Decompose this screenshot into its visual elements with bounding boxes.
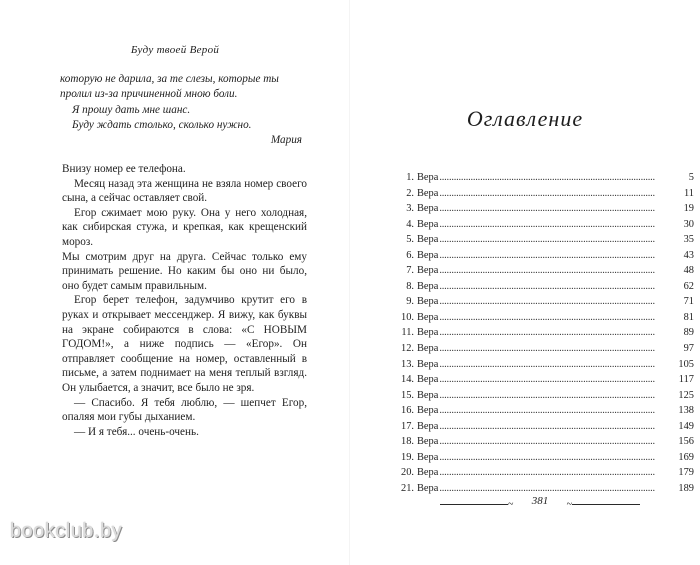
toc-entry-title: Вера — [417, 265, 439, 277]
toc-entry-title: Вера — [417, 467, 439, 479]
toc-entry-number: 11. — [401, 327, 414, 339]
letter-line: Буду ждать столько, сколько нужно. — [72, 118, 252, 131]
running-head: Буду твоей Верой — [130, 44, 220, 56]
toc-entry-number: 21. — [401, 482, 414, 494]
toc-entry-title: Вера — [417, 296, 439, 308]
letter-line: которую не дарила, за те слезы, которые ты — [60, 73, 279, 85]
toc-entry-page: 43 — [683, 249, 694, 261]
toc-entry-title: Вера — [417, 405, 439, 417]
toc-entry — [396, 465, 694, 481]
toc-entry — [396, 248, 694, 264]
toc-entry-page: 11 — [683, 187, 694, 199]
toc-entry-title: Вера — [417, 234, 439, 246]
letter-line: пролил из-за причиненной мною боли. — [60, 88, 238, 101]
toc-leader-dots — [439, 201, 671, 217]
toc-entry — [396, 434, 694, 450]
page-number: 381 — [531, 495, 549, 507]
toc-entry-page: 35 — [683, 234, 694, 246]
toc-leader-dots — [439, 388, 671, 404]
toc-entry-page: 117 — [678, 374, 694, 386]
toc-entry — [396, 294, 694, 310]
toc-entry-number: 5. — [406, 234, 414, 246]
toc-entry-number: 13. — [401, 358, 414, 370]
toc-entry-number: 4. — [406, 218, 414, 230]
paragraph: Мы смотрим друг на друга. Сейчас только ему принимать решение. Но каким бы оно ни было, оно будет самым правильным. — [62, 250, 307, 292]
toc-leader-dots — [439, 450, 671, 466]
toc-title: Оглавление — [466, 106, 584, 131]
toc-entry-number: 19. — [401, 451, 414, 463]
toc-entry-number: 6. — [406, 249, 414, 261]
toc-entry — [396, 279, 694, 295]
toc-entry-page: 89 — [683, 327, 694, 339]
paragraph: Егор берет телефон, задумчиво крутит его в руках и открывает мессенджер. Я вижу, как буквы на экране собираются в слова: «С НОВЫМ ГОДОМ!», а ниже подпись — «Егор». Он отправляет сообщение на номер, оставленный в письме, а затем поднимает на меня теплый взгляд. Он улыбается, а значит, все было не зря. — [62, 294, 307, 394]
ornament-line-right — [572, 504, 640, 505]
toc-entry-title: Вера — [417, 389, 439, 401]
toc-entry-title: Вера — [417, 172, 439, 183]
toc-entry — [396, 450, 694, 466]
toc-entry-number: 1. — [406, 172, 414, 183]
toc-entry-page: 156 — [678, 436, 694, 448]
toc-entry-number: 10. — [401, 311, 414, 323]
page-number-ornament — [440, 495, 640, 515]
toc-entry-number: 20. — [401, 467, 414, 479]
body-text — [62, 162, 307, 439]
table-of-contents — [396, 170, 694, 496]
toc-entry — [396, 388, 694, 404]
toc-entry-page: 179 — [678, 467, 694, 479]
toc-entry-title: Вера — [417, 420, 439, 432]
paragraph: Внизу номер ее телефона. — [62, 163, 186, 175]
toc-entry — [396, 372, 694, 388]
toc-entry-title: Вера — [417, 187, 439, 199]
toc-entry — [396, 341, 694, 357]
toc-leader-dots — [439, 279, 671, 295]
paragraph: — И я тебя... очень-очень. — [74, 425, 199, 438]
toc-entry-page: 97 — [683, 343, 694, 355]
toc-entry-number: 18. — [401, 436, 414, 448]
toc-entry — [396, 217, 694, 233]
toc-entry-page: 71 — [683, 296, 694, 308]
toc-entry-title: Вера — [417, 203, 439, 215]
toc-entry-title: Вера — [417, 280, 439, 292]
ornament-curl-left: ~ — [508, 499, 514, 510]
ornament-curl-right: ~ — [566, 499, 572, 510]
toc-entry-title: Вера — [417, 451, 439, 463]
toc-entry — [396, 201, 694, 217]
toc-entry — [396, 170, 694, 186]
toc-leader-dots — [439, 325, 671, 341]
paragraph: Месяц назад эта женщина не взяла номер своего сына, а сейчас оставляет свой. — [62, 177, 307, 205]
toc-leader-dots — [439, 186, 671, 202]
toc-entry-page: 125 — [678, 389, 694, 401]
toc-leader-dots — [439, 419, 671, 435]
letter-excerpt — [60, 72, 300, 133]
toc-entry-page: 19 — [683, 203, 694, 215]
toc-entry — [396, 325, 694, 341]
toc-entry-title: Вера — [417, 374, 439, 386]
toc-entry-number: 8. — [406, 280, 414, 292]
toc-leader-dots — [439, 263, 671, 279]
toc-entry-number: 9. — [406, 296, 414, 308]
toc-entry-title: Вера — [417, 249, 439, 261]
toc-entry-page: 169 — [678, 451, 694, 463]
site-watermark: bookclub.by — [10, 520, 123, 542]
toc-leader-dots — [439, 341, 671, 357]
toc-entry-page: 189 — [678, 482, 694, 494]
toc-entry-page: 149 — [678, 420, 694, 432]
letter-signature: Мария — [270, 134, 302, 146]
toc-entry-title: Вера — [417, 327, 439, 339]
toc-entry-number: 12. — [401, 343, 414, 355]
paragraph: Егор сжимает мою руку. Она у него холодная, как сибирская стужа, и крепкая, как крещенский мороз. — [62, 206, 307, 248]
toc-leader-dots — [439, 357, 671, 373]
toc-entry — [396, 357, 694, 373]
toc-entry-title: Вера — [417, 436, 439, 448]
toc-leader-dots — [439, 232, 671, 248]
toc-entry-page: 48 — [683, 265, 694, 277]
toc-entry — [396, 310, 694, 326]
toc-entry-title: Вера — [417, 218, 439, 230]
toc-leader-dots — [439, 434, 671, 450]
toc-leader-dots — [439, 310, 671, 326]
toc-entry — [396, 263, 694, 279]
toc-leader-dots — [439, 294, 671, 310]
toc-leader-dots — [439, 248, 671, 264]
toc-entry-number: 16. — [401, 405, 414, 417]
toc-entry-number: 3. — [406, 203, 414, 215]
toc-entry-page: 138 — [678, 405, 694, 417]
toc-entry — [396, 419, 694, 435]
paragraph: — Спасибо. Я тебя люблю, — шепчет Егор, опаляя мои губы дыханием. — [62, 396, 307, 424]
letter-line: Я прошу дать мне шанс. — [72, 103, 191, 116]
toc-entry-number: 17. — [401, 420, 414, 432]
toc-entry-title: Вера — [417, 343, 439, 355]
toc-entry-page: 30 — [683, 218, 694, 230]
toc-leader-dots — [439, 372, 671, 388]
toc-entry-title: Вера — [417, 482, 439, 494]
toc-leader-dots — [439, 465, 671, 481]
toc-entry-number: 2. — [406, 187, 414, 199]
toc-entry-number: 14. — [401, 374, 414, 386]
toc-leader-dots — [439, 170, 671, 186]
toc-entry-page: 105 — [678, 358, 694, 370]
toc-entry-title: Вера — [417, 311, 439, 323]
toc-entry-title: Вера — [417, 358, 439, 370]
toc-entry-number: 15. — [401, 389, 414, 401]
toc-leader-dots — [439, 217, 671, 233]
toc-leader-dots — [439, 403, 671, 419]
toc-entry — [396, 232, 694, 248]
toc-entry — [396, 403, 694, 419]
toc-entry-page: 81 — [683, 311, 694, 323]
toc-entry-page: 62 — [683, 280, 694, 292]
toc-entry-number: 7. — [406, 265, 414, 277]
toc-entry-page: 5 — [688, 172, 694, 183]
toc-entry — [396, 186, 694, 202]
